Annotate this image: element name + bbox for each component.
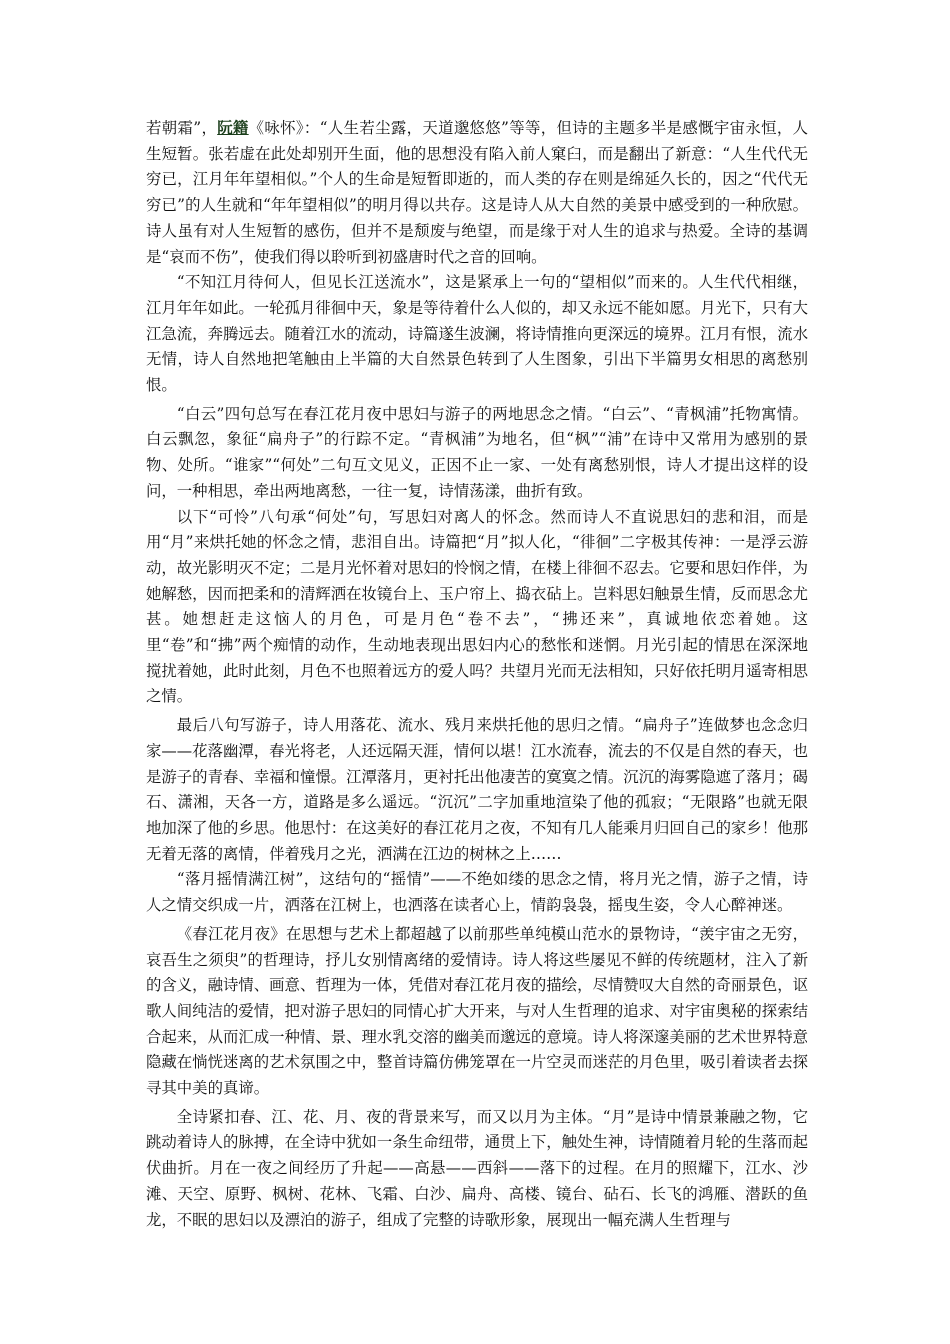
ruan-ji-link[interactable]: 阮籍 [217,119,249,137]
paragraph-4: 以下“可怜”八句承“何处”句，写思妇对离人的怀念。然而诗人不直说思妇的悲和泪，而是用“月”来烘托她的怀念之情，悲泪自出。诗篇把“月”拟人化，“徘徊”二字极其传神：一是浮云游动，故光影明灭不定；二是月光怀着对思妇的怜悯之情，在楼上徘徊不忍去。它要和思妇作伴，为她解愁，因而把柔和的清辉洒在妆镜台上、玉户帘上、捣衣砧上。岂料思妇触景生情，反而思念尤甚。她想赶走这恼人的月色，可是月色“卷不去”，“拂还来”，真诚地依恋着她。这里“卷”和“拂”两个痴情的动作，生动地表现出思妇内心的愁怅和迷惘。月光引起的情思在深深地搅扰着她，此时此刻，月色不也照着远方的爱人吗？共望月光而无法相知，只好依托明月遥寄相思之情。 [146,507,808,706]
paragraph-1 [146,116,808,270]
paragraph-8: 全诗紧扣春、江、花、月、夜的背景来写，而又以月为主体。“月”是诗中情景兼融之物，它跳动着诗人的脉搏，在全诗中犹如一条生命纽带，通贯上下，触处生神，诗情随着月轮的生落而起伏曲折。月在一夜之间经历了升起——高悬——西斜——落下的过程。在月的照耀下，江水、沙滩、天空、原野、枫树、花林、飞霜、白沙、扁舟、高楼、镜台、砧石、长飞的鸿雁、潜跃的鱼龙，不眠的思妇以及漂泊的游子，组成了完整的诗歌形象，展现出一幅充满人生哲理与 [146,1107,808,1229]
paragraph-3: “白云”四句总写在春江花月夜中思妇与游子的两地思念之情。“白云”、“青枫浦”托物寓情。白云飘忽，象征“扁舟子”的行踪不定。“青枫浦”为地名，但“枫”“浦”在诗中又常用为感别的景物、处所。“谁家”“何处”二句互文见义，正因不止一家、一处有离愁别恨，诗人才提出这样的设问，一种相思，牵出两地离愁，一往一复，诗情荡漾，曲折有致。 [146,404,808,500]
document-page [146,116,808,1233]
paragraph-7: 《春江花月夜》在思想与艺术上都超越了以前那些单纯模山范水的景物诗，“羡宇宙之无穷，哀吾生之须臾”的哲理诗，抒儿女别情离绪的爱情诗。诗人将这些屡见不鲜的传统题材，注入了新的含义，融诗情、画意、哲理为一体，凭借对春江花月夜的描绘，尽情赞叹大自然的奇丽景色，讴歌人间纯洁的爱情，把对游子思妇的同情心扩大开来，与对人生哲理的追求、对宇宙奥秘的探索结合起来，从而汇成一种情、景、理水乳交溶的幽美而邈远的意境。诗人将深邃美丽的艺术世界特意隐藏在惝恍迷离的艺术氛围之中，整首诗篇仿佛笼罩在一片空灵而迷茫的月色里，吸引着读者去探寻其中美的真谛。 [146,924,808,1098]
paragraph-6: “落月摇情满江树”，这结句的“摇情”——不绝如缕的思念之情，将月光之情，游子之情，诗人之情交织成一片，洒落在江树上，也洒落在读者心上，情韵袅袅，摇曳生姿，令人心醉神迷。 [146,870,808,915]
paragraph-2: “不知江月待何人，但见长江送流水”，这是紧承上一句的“望相似”而来的。人生代代相继，江月年年如此。一轮孤月徘徊中天，象是等待着什么人似的，却又永远不能如愿。月光下，只有大江急流，奔腾远去。随着江水的流动，诗篇遂生波澜，将诗情推向更深远的境界。江月有恨，流水无情，诗人自然地把笔触由上半篇的大自然景色转到了人生图象，引出下半篇男女相思的离愁别恨。 [146,273,808,395]
paragraph-1-body: 《咏怀》：“人生若尘露，天道邈悠悠”等等，但诗的主题多半是感慨宇宙永恒，人生短暂。张若虚在此处却别开生面，他的思想没有陷入前人窠臼，而是翻出了新意：“人生代代无穷已，江月年年望相似。”个人的生命是短暂即逝的，而人类的存在则是绵延久长的，因之“代代无穷已”的人生就和“年年望相似”的明月得以共存。这是诗人从大自然的美景中感受到的一种欣慰。诗人虽有对人生短暂的感伤，但并不是颓废与绝望，而是缘于对人生的追求与热爱。全诗的基调是“哀而不伤”，使我们得以聆听到初盛唐时代之音的回响。 [146,119,808,266]
paragraph-1-lead: 若朝霜”， [146,119,218,137]
paragraph-5: 最后八句写游子，诗人用落花、流水、残月来烘托他的思归之情。“扁舟子”连做梦也念念归家——花落幽潭，春光将老，人还远隔天涯，情何以堪！江水流春，流去的不仅是自然的春天，也是游子的青春、幸福和憧憬。江潭落月，更衬托出他凄苦的寞寞之情。沉沉的海雾隐遮了落月；碣石、潇湘，天各一方，道路是多么遥远。“沉沉”二字加重地渲染了他的孤寂；“无限路”也就无限地加深了他的乡思。他思忖：在这美好的春江花月之夜，不知有几人能乘月归回自己的家乡！他那无着无落的离情，伴着残月之光，洒满在江边的树林之上…… [146,716,808,863]
